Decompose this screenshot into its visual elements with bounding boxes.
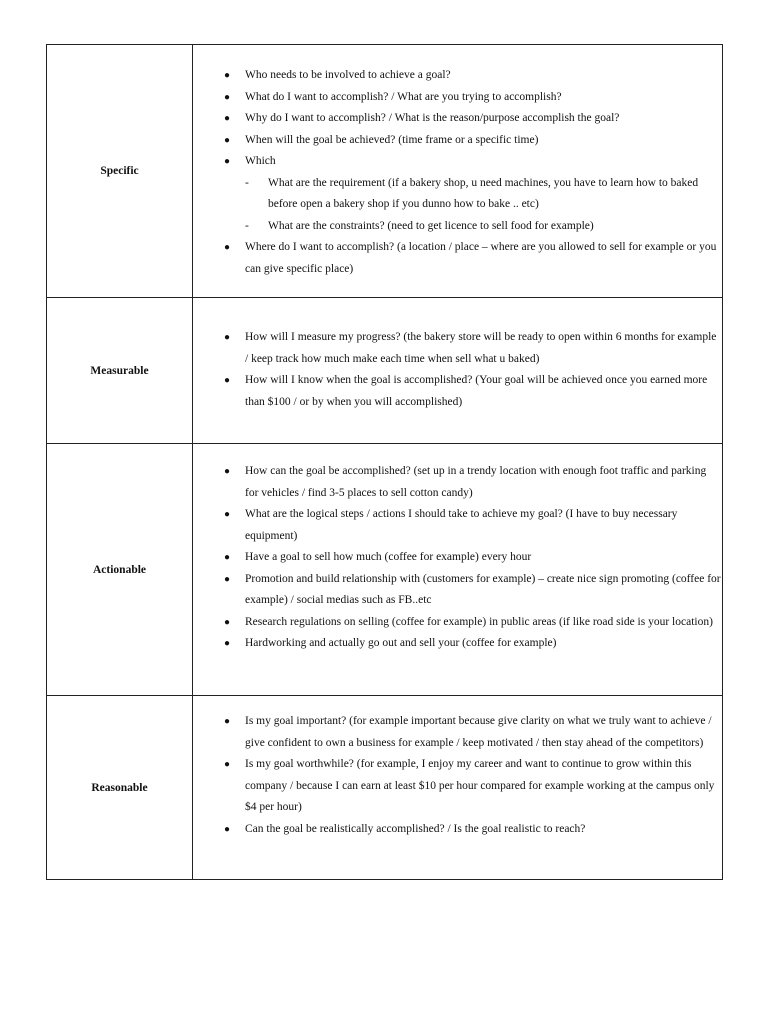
bullet-icon: ● [224, 375, 231, 386]
list-item: ● What are the logical steps / actions I should take to achieve my goal? (I have to buy necessary equipment) [193, 504, 722, 547]
bullet-icon: ● [224, 759, 231, 770]
questions-cell [193, 444, 723, 696]
list-item: ● Is my goal important? (for example important because give clarity on what we truly want to achieve / give confident to own a business for example / keep motivated / then stay ahead of the competitors) [193, 711, 722, 754]
bullet-icon: ● [224, 466, 231, 477]
bullet-icon: ● [224, 91, 231, 103]
sub-list-item: - What are the requirement (if a bakery shop, u need machines, you have to learn how to baked before open a bakery shop if you dunno how to bake .. etc) [193, 173, 722, 216]
bullet-icon: ● [224, 616, 231, 628]
bullet-icon: ● [224, 113, 231, 124]
questions-cell [193, 45, 723, 298]
category-cell: Reasonable [47, 696, 193, 880]
list-item: ● Can the goal be realistically accomplished? / Is the goal realistic to reach? [193, 819, 722, 841]
bullet-icon: ● [224, 332, 231, 343]
table-row-measurable [47, 298, 723, 444]
bullet-icon: ● [224, 70, 231, 81]
category-cell: Actionable [47, 444, 193, 696]
bullet-icon: ● [224, 716, 231, 727]
list-item: ● How will I know when the goal is accomplished? (Your goal will be achieved once you earned more than $100 / or by when you will accomplished) [193, 370, 722, 413]
list-item: ● What do I want to accomplish? / What are you trying to accomplish? [193, 87, 722, 109]
list-item: ● When will the goal be achieved? (time frame or a specific time) [193, 130, 722, 152]
list-item: ● Who needs to be involved to achieve a goal? [193, 65, 722, 87]
dash-icon: - [245, 176, 249, 189]
list-item: ● Promotion and build relationship with (customers for example) – create nice sign promoting (coffee for example) / social medias such as FB..etc [193, 569, 722, 612]
bullet-icon: ● [224, 638, 231, 649]
table-row-actionable [47, 444, 723, 696]
bullet-icon: ● [224, 823, 231, 835]
bullet-icon: ● [224, 573, 231, 585]
bullet-icon: ● [224, 156, 231, 167]
bullet-icon: ● [224, 134, 231, 146]
smart-goals-table [46, 44, 723, 880]
list-item: ● Have a goal to sell how much (coffee for example) every hour [193, 547, 722, 569]
list-item: ● Which [193, 151, 722, 173]
list-item: ● How will I measure my progress? (the bakery store will be ready to open within 6 months for example / keep track how much make each time when sell what u baked) [193, 327, 722, 370]
bullet-icon: ● [224, 552, 231, 563]
sub-list-item: - What are the constraints? (need to get licence to sell food for example) [193, 216, 722, 238]
category-cell: Specific [47, 45, 193, 298]
bullet-icon: ● [224, 509, 231, 520]
bullet-icon: ● [224, 242, 231, 253]
questions-cell [193, 298, 723, 444]
table-row-reasonable [47, 696, 723, 880]
list-item: ● Why do I want to accomplish? / What is the reason/purpose accomplish the goal? [193, 108, 722, 130]
list-item: ● Is my goal worthwhile? (for example, I enjoy my career and want to continue to grow within this company / because I can earn at least $10 per hour compared for example working at the campus only $4 per hour) [193, 754, 722, 819]
list-item: ● Research regulations on selling (coffee for example) in public areas (if like road side is your location) [193, 612, 722, 634]
table-row-specific [47, 45, 723, 298]
list-item: ● Hardworking and actually go out and sell your (coffee for example) [193, 633, 722, 655]
list-item: ● How can the goal be accomplished? (set up in a trendy location with enough foot traffic and parking for vehicles / find 3-5 places to sell cotton candy) [193, 461, 722, 504]
category-cell: Measurable [47, 298, 193, 444]
dash-icon: - [245, 219, 249, 232]
list-item: ● Where do I want to accomplish? (a location / place – where are you allowed to sell for example or you can give specific place) [193, 237, 722, 280]
questions-cell [193, 696, 723, 880]
